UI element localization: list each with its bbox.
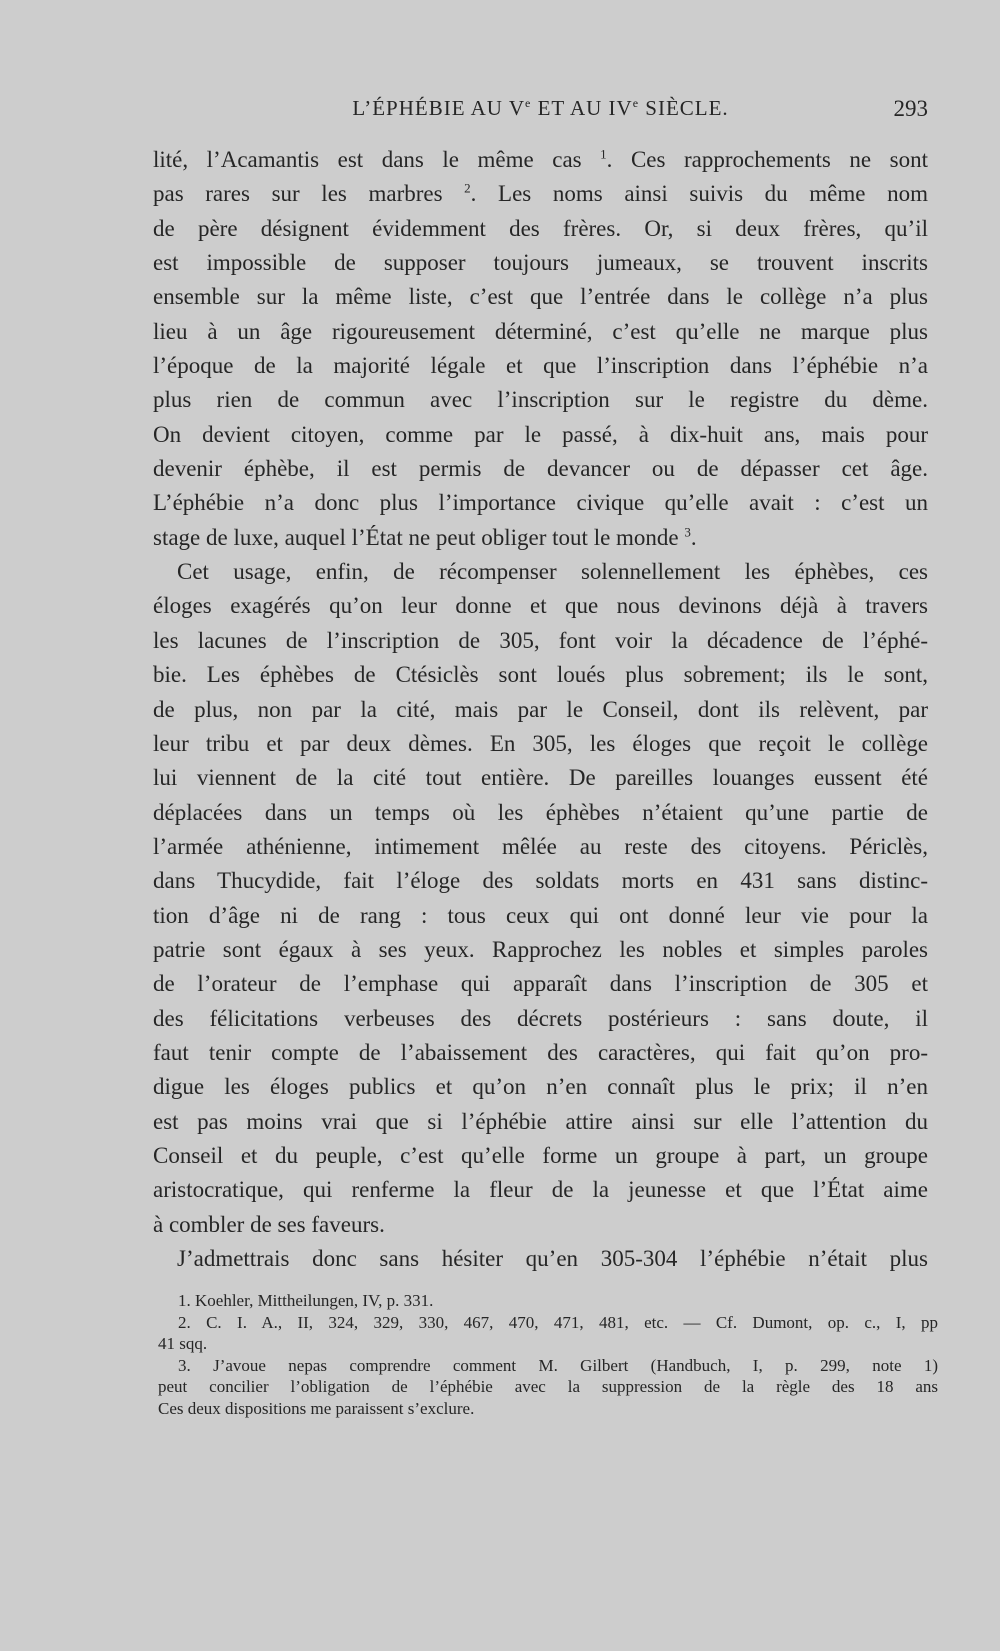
footnote-line: 2. C. I. A., II, 324, 329, 330, 467, 470, 471, 481, etc. — Cf. Dumont, op. c., I, pp (178, 1312, 938, 1332)
footnote-line: Ces deux dispositions me paraissent s’exclure. (158, 1398, 475, 1418)
text-line: faut tenir compte de l’abaissement des caractères, qui fait qu’on pro- (153, 1039, 928, 1065)
text-line: plus rien de commun avec l’inscription sur le registre du dème. (153, 387, 928, 413)
running-title: L’ÉPHÉBIE AU Ve ET AU IVe SIÈCLE. (352, 96, 729, 120)
footnote-line: peut concilier l’obligation de l’éphébie avec la suppression de la règle des 18 ans (158, 1377, 938, 1396)
text-line: lui viennent de la cité tout entière. De pareilles louanges eussent été (153, 765, 928, 791)
text-line: J’admettrais donc sans hésiter qu’en 305-304 l’éphébie n’était plus (177, 1246, 928, 1271)
text-line: stage de luxe, auquel l’État ne peut obliger tout le monde $^3$. (153, 524, 697, 550)
text-line: est impossible de supposer toujours jumeaux, se trouvent inscrits (153, 250, 928, 276)
text-line: Cet usage, enfin, de récompenser solennellement les éphèbes, ces (177, 559, 928, 585)
text-line: lieu à un âge rigoureusement déterminé, c’est qu’elle ne marque plus (153, 318, 928, 344)
footnote-ref: 1 (600, 146, 607, 162)
text-line: éloges exagérés qu’on leur donne et que nous devinons déjà à travers (153, 593, 928, 619)
page-number: 293 (893, 96, 928, 121)
text-line: de père désignent évidemment des frères. Or, si deux frères, qu’il (153, 215, 928, 241)
footnote-line: 3. J’avoue nepas comprendre comment M. Gilbert (Handbuch, I, p. 299, note 1) (178, 1355, 938, 1375)
text-line: bie. Les éphèbes de Ctésiclès sont loués plus sobrement; ils le sont, (153, 662, 928, 688)
text-line: leur tribu et par deux dèmes. En 305, les éloges que reçoit le collège (153, 730, 928, 756)
footnote-ref: 3 (684, 524, 691, 540)
footnotes (158, 1290, 938, 1419)
text-line: l’armée athénienne, intimement mêlée au reste des citoyens. Périclès, (153, 833, 928, 859)
text-line: ensemble sur la même liste, c’est que l’entrée dans le collège n’a plus (153, 284, 928, 310)
footnote-ref: 2 (464, 180, 471, 196)
text-line: tion d’âge ni de rang : tous ceux qui ont donné leur vie pour la (153, 902, 928, 928)
text-line: devenir éphèbe, il est permis de devancer ou de dépasser cet âge. (153, 456, 928, 482)
text-line: des félicitations verbeuses des décrets postérieurs : sans doute, il (153, 1005, 928, 1031)
text-line: L’éphébie n’a donc plus l’importance civique qu’elle avait : c’est un (153, 490, 928, 516)
body-text (153, 143, 928, 1276)
text-line: aristocratique, qui renferme la fleur de la jeunesse et que l’État aime (153, 1177, 928, 1203)
text-line: Conseil et du peuple, c’est qu’elle forme un groupe à part, un groupe (153, 1142, 928, 1168)
footnote-line: 1. Koehler, Mittheilungen, IV, p. 331. (178, 1291, 434, 1310)
text-line: à combler de ses faveurs. (153, 1211, 385, 1237)
text-line: On devient citoyen, comme par le passé, à dix-huit ans, mais pour (153, 421, 928, 447)
text-line: digue les éloges publics et qu’on n’en connaît plus le prix; il n’en (153, 1074, 928, 1100)
footnote-line: 41 sqq. (158, 1334, 208, 1353)
text-line: de plus, non par la cité, mais par le Conseil, dont ils relèvent, par (153, 696, 928, 722)
text-line: est pas moins vrai que si l’éphébie attire ainsi sur elle l’attention du (153, 1108, 928, 1134)
text-line: les lacunes de l’inscription de 305, font voir la décadence de l’éphé- (153, 627, 928, 653)
text-line: lité, l’Acamantis est dans le même cas $^1$. Ces rapprochements ne sont (153, 146, 928, 172)
text-line: l’époque de la majorité légale et que l’inscription dans l’éphébie n’a (153, 353, 928, 379)
text-line: dans Thucydide, fait l’éloge des soldats morts en 431 sans distinc- (153, 868, 928, 894)
text-line: patrie sont égaux à ses yeux. Rapprochez les nobles et simples paroles (153, 936, 928, 962)
text-line: pas rares sur les marbres $^2$. Les noms ainsi suivis du même nom (153, 180, 928, 207)
running-head (153, 96, 928, 130)
text-line: de l’orateur de l’emphase qui apparaît dans l’inscription de 305 et (153, 971, 928, 997)
text-line: déplacées dans un temps où les éphèbes n’étaient qu’une partie de (153, 799, 928, 825)
